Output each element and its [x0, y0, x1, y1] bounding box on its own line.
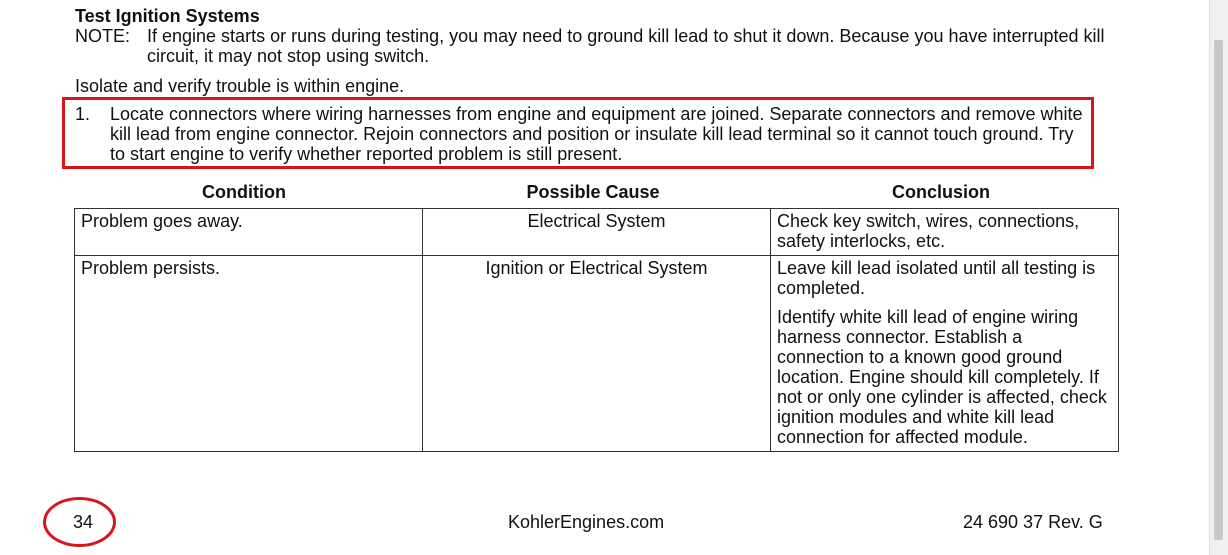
cell-cause: Electrical System — [423, 209, 771, 256]
section-title: Test Ignition Systems — [75, 6, 260, 26]
header-conclusion: Conclusion — [892, 182, 990, 202]
page-number: 34 — [73, 512, 94, 532]
table-row — [75, 209, 1119, 256]
footer-doc-number: 24 690 37 Rev. G — [963, 512, 1103, 532]
step-highlight-annotation — [62, 97, 1094, 169]
conclusion-text: Identify white kill lead of engine wiring harness connector. Establish a connection to a known good ground location. Engine should kill completely. If not or only one cylinder is affected, check ignition modules and white kill lead connection for affected module. — [777, 307, 1107, 447]
isolate-instruction: Isolate and verify trouble is within engine. — [75, 76, 405, 96]
cell-condition: Problem goes away. — [75, 209, 423, 256]
page-number-circle-annotation — [43, 497, 116, 547]
header-condition: Condition — [202, 182, 286, 202]
note-text: If engine starts or runs during testing, you may need to ground kill lead to shut it down. Because you have interrupted kill circuit, it may not stop using switch. — [147, 26, 1105, 66]
note-label: NOTE: — [75, 26, 131, 46]
step-text: Locate connectors where wiring harnesses from engine and equipment are joined. Separate connectors and remove white kill lead from engine connector. Rejoin connectors and position or insulate kill lead terminal so it cannot touch ground. Try to start engine to verify whether reported problem is still present. — [110, 104, 1083, 164]
table-header-row — [75, 182, 1119, 204]
conclusion-text: Check key switch, wires, connections, safety interlocks, etc. — [777, 211, 1080, 251]
cell-condition: Problem persists. — [75, 256, 423, 452]
header-possible-cause: Possible Cause — [526, 182, 660, 202]
note — [75, 26, 1157, 66]
table-row — [75, 256, 1119, 452]
footer-website: KohlerEngines.com — [508, 512, 665, 532]
cell-conclusion — [771, 209, 1119, 256]
troubleshooting-table — [74, 208, 1119, 452]
cell-conclusion — [771, 256, 1119, 452]
scrollbar-thumb[interactable] — [1214, 40, 1223, 540]
vertical-scrollbar[interactable] — [1209, 0, 1228, 555]
step-number: 1. — [75, 104, 91, 124]
conclusion-text: Leave kill lead isolated until all testing is completed. — [777, 258, 1096, 298]
cell-cause: Ignition or Electrical System — [423, 256, 771, 452]
